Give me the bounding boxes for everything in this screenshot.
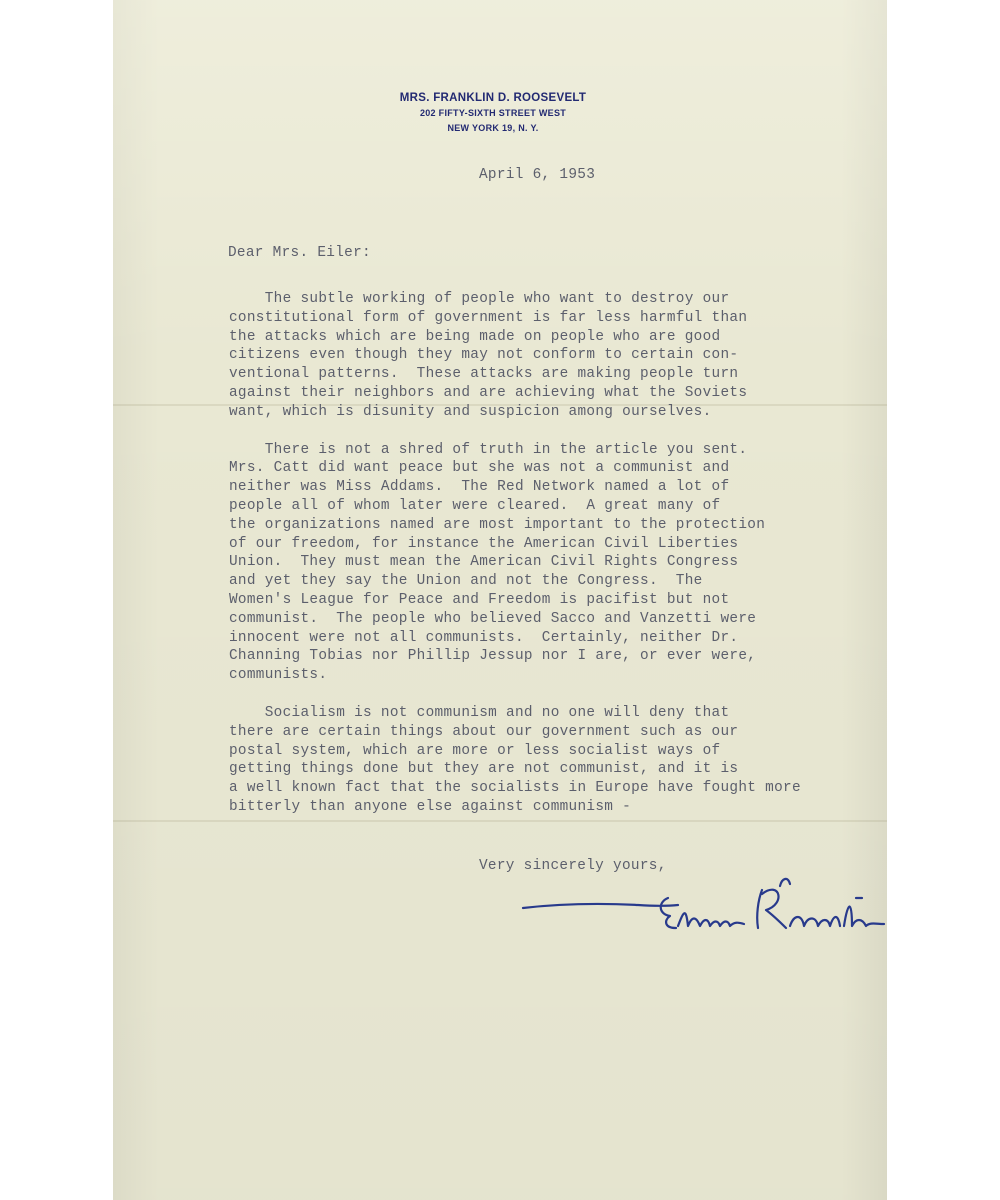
body-line: innocent were not all communists. Certainly, neither Dr. xyxy=(229,629,739,646)
body-line: getting things done but they are not communist, and it is xyxy=(229,761,739,778)
letterhead-name: MRS. FRANKLIN D. ROOSEVELT xyxy=(399,92,587,104)
body-line: constitutional form of government is far less harmful than xyxy=(229,309,748,326)
body-line: neither was Miss Addams. The Red Network named a lot of xyxy=(229,479,730,496)
closing: Very sincerely yours, xyxy=(479,858,667,874)
signature xyxy=(518,870,887,950)
paragraph-3 xyxy=(229,704,859,817)
body-line: citizens even though they may not conform to certain con- xyxy=(229,347,739,364)
body-line: Socialism is not communism and no one will deny that xyxy=(229,704,730,721)
paragraph-2 xyxy=(229,441,859,685)
body-line: the attacks which are being made on people who are good xyxy=(229,328,721,345)
body-line: want, which is disunity and suspicion among ourselves. xyxy=(229,403,712,420)
body-line: The subtle working of people who want to destroy our xyxy=(229,291,730,307)
body-line: and yet they say the Union and not the Congress. The xyxy=(229,573,703,590)
body-line: Women's League for Peace and Freedom is pacifist but not xyxy=(229,591,730,608)
body-line: against their neighbors and are achieving what the Soviets xyxy=(229,384,748,401)
body-line: Channing Tobias nor Phillip Jessup nor I are, or ever were, xyxy=(229,648,757,665)
fold-line xyxy=(113,820,887,822)
letter-paper xyxy=(113,0,887,1200)
body-line: ventional patterns. These attacks are making people turn xyxy=(229,366,739,383)
letterhead-street: 202 FIFTY-SIXTH STREET WEST xyxy=(419,108,567,118)
letter-date: April 6, 1953 xyxy=(479,167,596,183)
body-line: Union. They must mean the American Civil Rights Congress xyxy=(229,554,739,571)
signature-drawing xyxy=(518,870,887,950)
body-line: There is not a shred of truth in the article you sent. xyxy=(229,441,748,458)
body-line: of our freedom, for instance the American Civil Liberties xyxy=(229,535,739,552)
body-line: the organizations named are most important to the protection xyxy=(229,516,766,533)
body-line: people all of whom later were cleared. A great many of xyxy=(229,497,721,514)
paragraph-1 xyxy=(229,290,859,422)
body-line: postal system, which are more or less socialist ways of xyxy=(229,742,721,759)
body-line: there are certain things about our government such as our xyxy=(229,723,739,740)
letter-body xyxy=(229,290,859,817)
salutation: Dear Mrs. Eiler: xyxy=(228,245,371,261)
body-line: a well known fact that the socialists in Europe have fought more xyxy=(229,780,801,797)
body-line: communists. xyxy=(229,667,328,684)
letterhead-city: NEW YORK 19, N. Y. xyxy=(447,123,539,133)
body-line: Mrs. Catt did want peace but she was not a communist and xyxy=(229,460,730,477)
body-line: bitterly than anyone else against communism - xyxy=(229,798,632,815)
body-line: communist. The people who believed Sacco and Vanzetti were xyxy=(229,610,757,627)
letterhead xyxy=(343,90,643,136)
